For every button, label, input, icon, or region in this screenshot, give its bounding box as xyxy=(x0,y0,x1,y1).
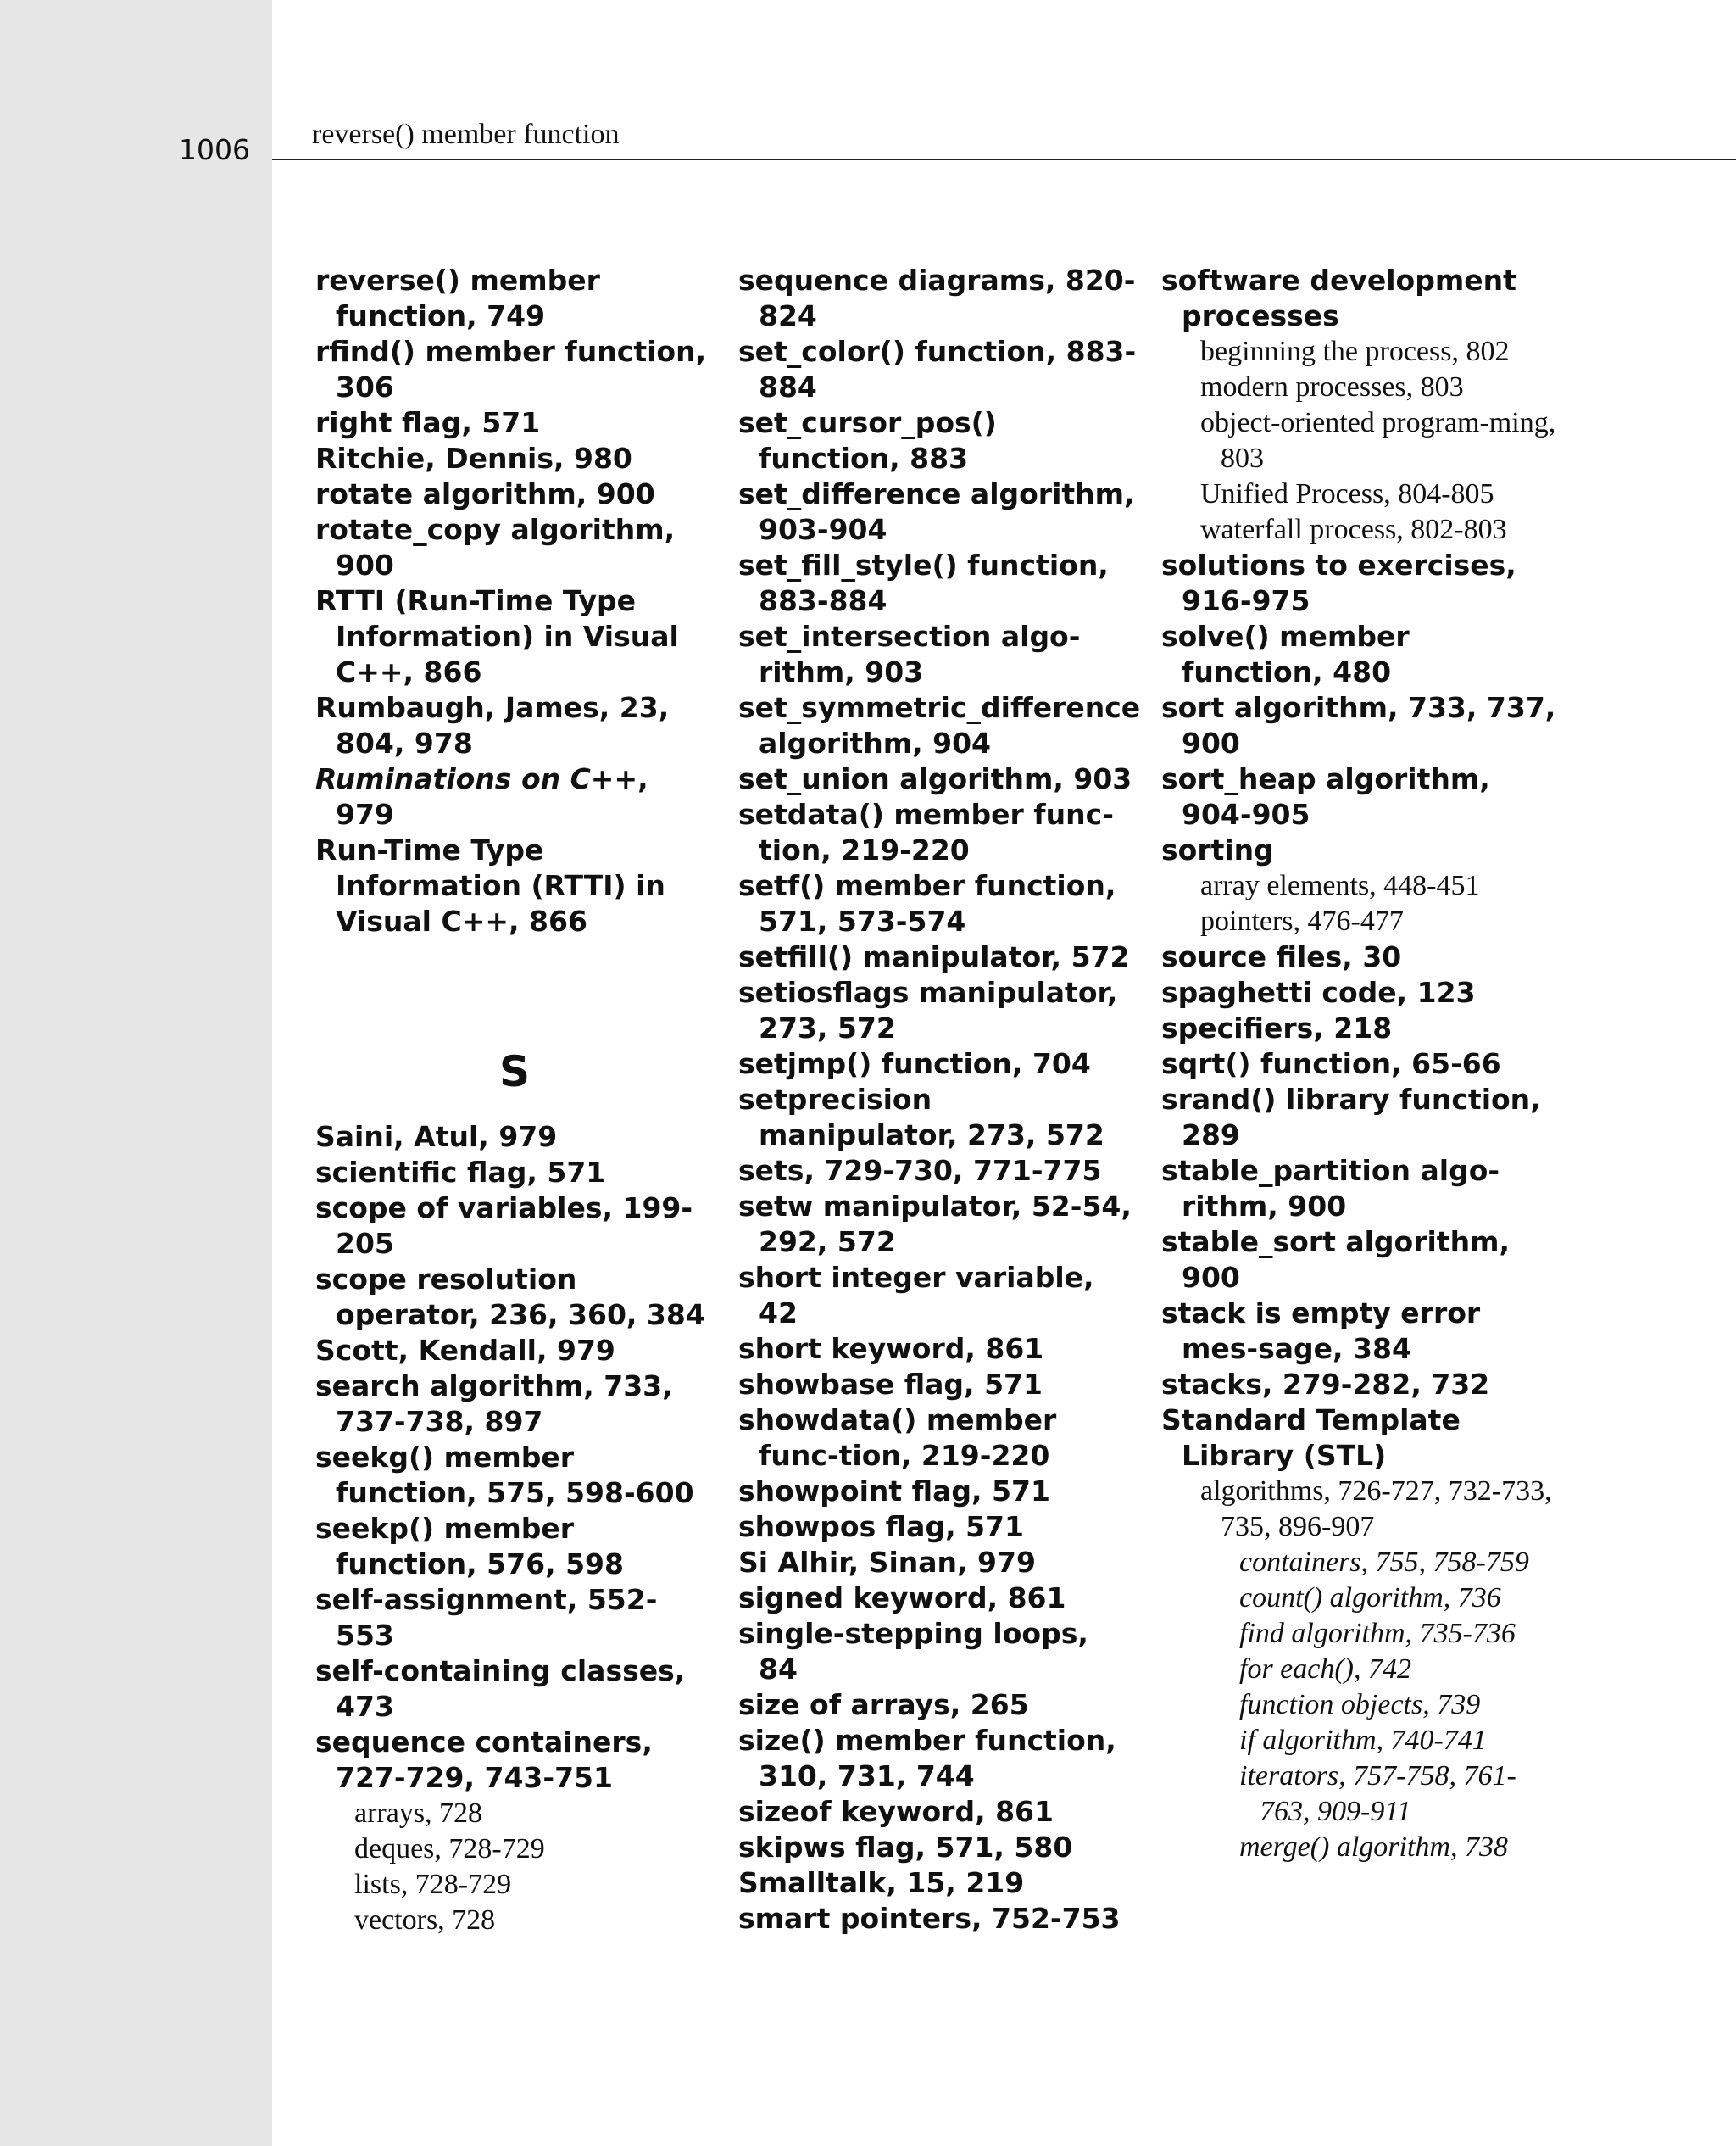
index-entry: solve() member function, 480 xyxy=(1161,620,1410,688)
index-entry: Ritchie, Dennis, 980 xyxy=(315,442,632,475)
index-entry: stable_sort algorithm, 900 xyxy=(1161,1225,1511,1294)
header-rule xyxy=(272,159,1736,160)
index-entry: set_color() function, 883-884 xyxy=(738,335,1137,404)
index-column-1 xyxy=(315,263,714,1938)
index-subentry: lists, 728-729 xyxy=(354,1869,512,1900)
index-entry: smart pointers, 752-753 xyxy=(738,1902,1121,1935)
index-entry: sorting xyxy=(1161,833,1274,867)
index-entry: sort algorithm, 733, 737, 900 xyxy=(1161,691,1556,760)
index-entry: Standard Template Library (STL) xyxy=(1161,1403,1461,1472)
index-subentry: algorithms, 726-727, 732-733, 735, 896-907 xyxy=(1200,1475,1552,1542)
index-entry: showpos flag, 571 xyxy=(738,1510,1024,1543)
index-entry: specifiers, 218 xyxy=(1161,1012,1393,1045)
index-entry: rfind() member function, 306 xyxy=(315,335,707,404)
index-entry: seekp() member function, 576, 598 xyxy=(315,1512,624,1580)
index-entry: sizeof keyword, 861 xyxy=(738,1795,1054,1828)
index-entry: RTTI (Run-Time Type Information) in Visual C++, 866 xyxy=(315,584,679,688)
index-entry: scope resolution operator, 236, 360, 384 xyxy=(315,1263,705,1331)
running-head: reverse() member function xyxy=(312,119,620,150)
index-entry: setfill() manipulator, 572 xyxy=(738,940,1130,973)
index-subentry: deques, 728-729 xyxy=(354,1833,545,1865)
page-margin-bar xyxy=(0,0,272,2146)
index-entry: solutions to exercises, 916-975 xyxy=(1161,549,1516,617)
index-entry: showbase flag, 571 xyxy=(738,1368,1043,1401)
index-entry: Smalltalk, 15, 219 xyxy=(738,1866,1025,1899)
index-entry: sqrt() function, 65-66 xyxy=(1161,1047,1501,1080)
index-column-2 xyxy=(738,263,1141,1937)
index-entry: single-stepping loops, 84 xyxy=(738,1617,1088,1686)
index-entry: Scott, Kendall, 979 xyxy=(315,1334,615,1367)
index-entry: sequence containers, 727-729, 743-751 xyxy=(315,1725,653,1794)
index-entry: scope of variables, 199-205 xyxy=(315,1191,693,1260)
index-entry: setf() member function, 571, 573-574 xyxy=(738,869,1116,938)
index-entry: size of arrays, 265 xyxy=(738,1688,1029,1721)
index-subsubentry: merge() algorithm, 738 xyxy=(1239,1831,1508,1863)
index-subsubentry: if algorithm, 740-741 xyxy=(1239,1725,1487,1756)
index-entry: rotate algorithm, 900 xyxy=(315,477,655,510)
index-subsubentry: iterators, 757-758, 761-763, 909-911 xyxy=(1239,1760,1516,1827)
index-entry: seekg() member function, 575, 598-600 xyxy=(315,1441,694,1509)
index-subentry: waterfall process, 802-803 xyxy=(1200,514,1507,545)
index-entry: setdata() member func-tion, 219-220 xyxy=(738,798,1114,867)
index-entry: right flag, 571 xyxy=(315,406,541,439)
index-entry: setprecision manipulator, 273, 572 xyxy=(738,1083,1104,1151)
index-entry: Saini, Atul, 979 xyxy=(315,1120,558,1153)
index-entry: stacks, 279-282, 732 xyxy=(1161,1368,1490,1401)
index-entry: signed keyword, 861 xyxy=(738,1581,1066,1614)
index-entry: Rumbaugh, James, 23, 804, 978 xyxy=(315,691,670,760)
index-entry: skipws flag, 571, 580 xyxy=(738,1831,1073,1864)
index-subentry: array elements, 448-451 xyxy=(1200,870,1480,901)
index-entry: stable_partition algo-rithm, 900 xyxy=(1161,1154,1500,1223)
index-entry-ruminations xyxy=(315,761,714,833)
index-entry: set_fill_style() function, 883-884 xyxy=(738,549,1109,617)
index-entry: setw manipulator, 52-54, 292, 572 xyxy=(738,1190,1132,1258)
index-subsubentry: function objects, 739 xyxy=(1239,1689,1481,1720)
index-entry: self-containing classes, 473 xyxy=(315,1654,686,1723)
index-entry: software development processes xyxy=(1161,264,1516,332)
index-entry: search algorithm, 733, 737-738, 897 xyxy=(315,1369,673,1438)
index-entry: stack is empty error mes-sage, 384 xyxy=(1161,1296,1481,1365)
index-subentry: object-oriented program-ming, 803 xyxy=(1200,407,1556,474)
index-entry: short integer variable, 42 xyxy=(738,1261,1094,1329)
index-entry: Run-Time Type Information (RTTI) in Visual C++, 866 xyxy=(315,833,665,938)
index-subentry: Unified Process, 804-805 xyxy=(1200,478,1494,510)
index-entry: set_union algorithm, 903 xyxy=(738,762,1132,795)
index-entry: set_intersection algo-rithm, 903 xyxy=(738,620,1081,688)
index-subsubentry: containers, 755, 758-759 xyxy=(1239,1547,1529,1578)
index-entry: setjmp() function, 704 xyxy=(738,1047,1091,1080)
index-entry: self-assignment, 552-553 xyxy=(315,1583,658,1652)
index-entry: set_difference algorithm, 903-904 xyxy=(738,477,1135,546)
index-entry: reverse() member function, 749 xyxy=(315,264,600,332)
section-letter: S xyxy=(498,1047,530,1096)
index-subentry: vectors, 728 xyxy=(354,1904,496,1936)
index-subsubentry: find algorithm, 735-736 xyxy=(1239,1618,1516,1649)
book-pages: , 979 xyxy=(336,762,648,831)
index-subentry: beginning the process, 802 xyxy=(1200,336,1510,367)
index-entry: size() member function, 310, 731, 744 xyxy=(738,1724,1116,1792)
index-subsubentry: for each(), 742 xyxy=(1239,1653,1412,1685)
index-entry: scientific flag, 571 xyxy=(315,1156,606,1189)
index-entry: set_symmetric_difference algorithm, 904 xyxy=(738,691,1141,760)
index-entry: sets, 729-730, 771-775 xyxy=(738,1154,1102,1187)
index-entry: sort_heap algorithm, 904-905 xyxy=(1161,762,1490,831)
page-number: 1006 xyxy=(179,133,250,166)
book-title: Ruminations on C++ xyxy=(315,762,638,795)
index-subentry: modern processes, 803 xyxy=(1200,371,1464,403)
index-entry: rotate_copy algorithm, 900 xyxy=(315,513,676,582)
index-subentry: pointers, 476-477 xyxy=(1200,906,1404,937)
index-entry: setiosflags manipulator, 273, 572 xyxy=(738,976,1118,1045)
index-entry: srand() library function, 289 xyxy=(1161,1083,1541,1151)
index-subentry: arrays, 728 xyxy=(354,1798,483,1829)
index-entry: source files, 30 xyxy=(1161,940,1402,973)
index-subsubentry: count() algorithm, 736 xyxy=(1239,1582,1501,1614)
index-entry: short keyword, 861 xyxy=(738,1332,1044,1365)
index-column-3 xyxy=(1161,263,1560,1865)
index-entry: showdata() member func-tion, 219-220 xyxy=(738,1403,1057,1472)
index-entry: sequence diagrams, 820-824 xyxy=(738,264,1136,332)
index-entry: Si Alhir, Sinan, 979 xyxy=(738,1546,1036,1579)
index-entry: set_cursor_pos() function, 883 xyxy=(738,406,997,475)
index-entry: showpoint flag, 571 xyxy=(738,1474,1050,1508)
index-entry: spaghetti code, 123 xyxy=(1161,976,1476,1009)
